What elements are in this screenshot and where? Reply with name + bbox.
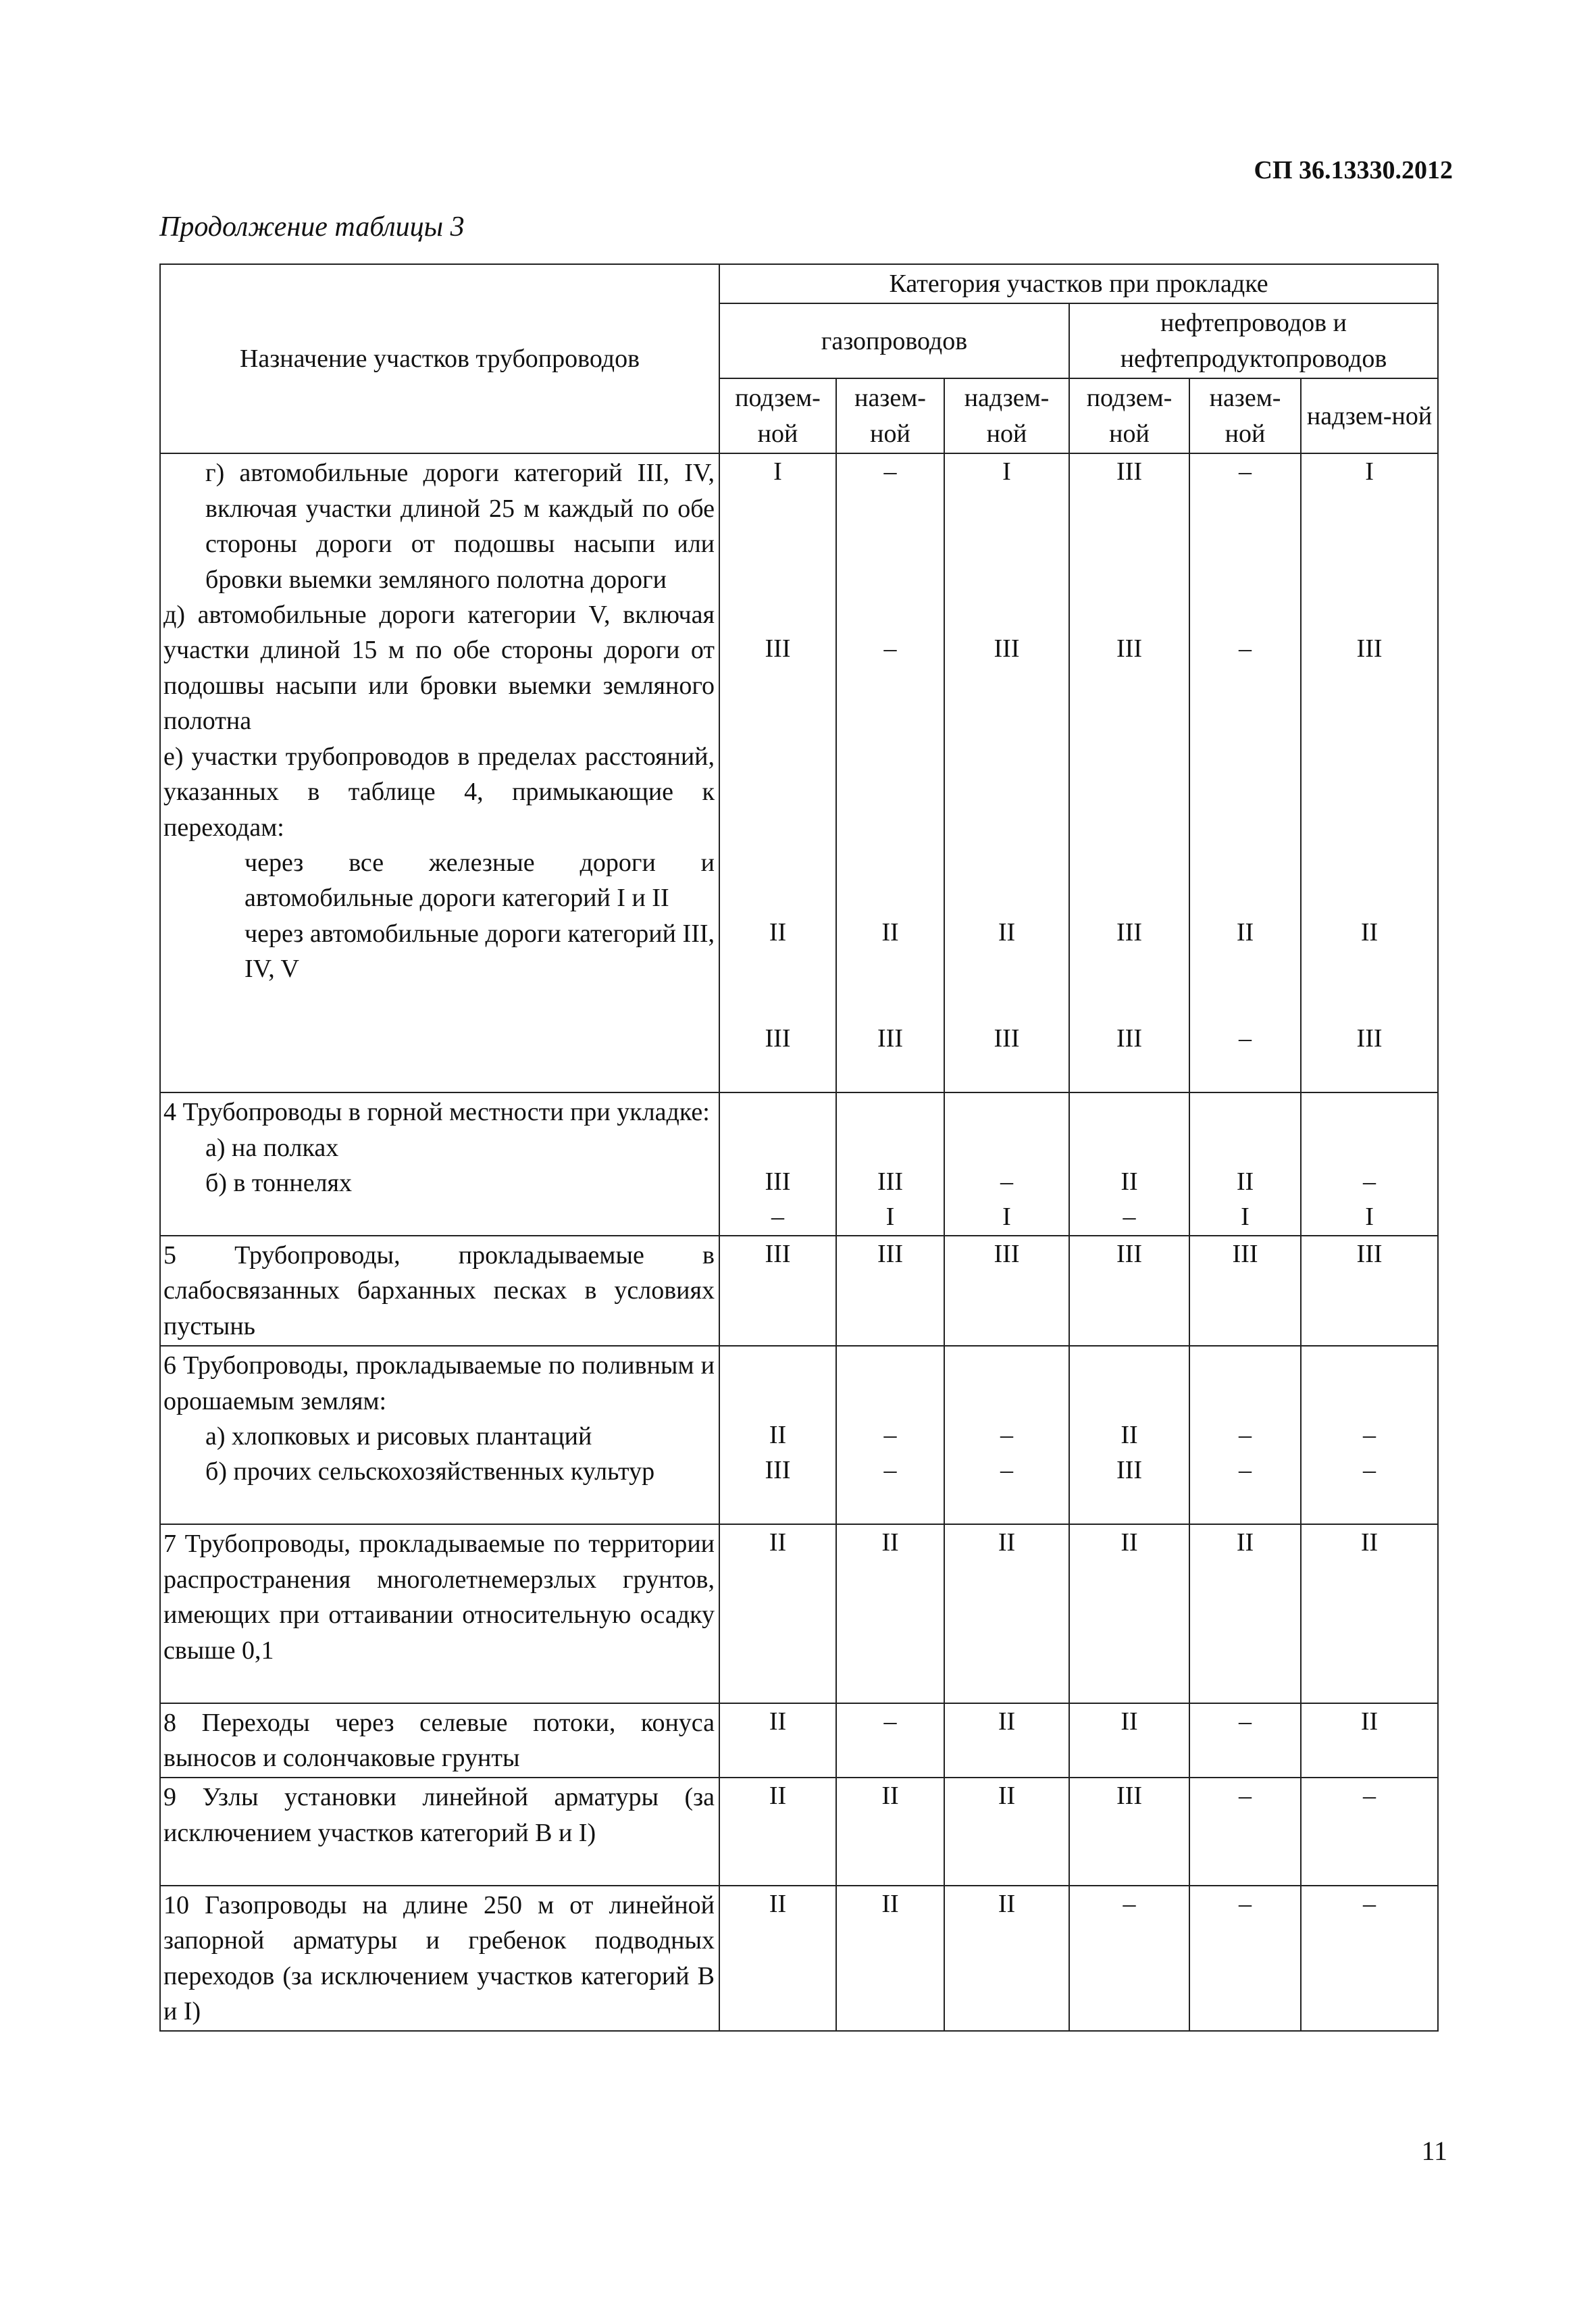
category-cell bbox=[1189, 1092, 1301, 1236]
category-value: – bbox=[1000, 1421, 1013, 1449]
category-value: I bbox=[885, 1203, 895, 1232]
purpose-cell bbox=[160, 1236, 719, 1346]
category-value: – bbox=[1363, 1421, 1376, 1449]
category-cell bbox=[1189, 1346, 1301, 1524]
category-value: III bbox=[765, 1456, 791, 1485]
category-value: II bbox=[1236, 1167, 1254, 1196]
category-cell bbox=[836, 1346, 944, 1524]
purpose-cell bbox=[160, 453, 719, 1092]
category-value: II bbox=[881, 917, 899, 947]
category-cell bbox=[836, 1703, 944, 1778]
category-cell bbox=[1189, 1886, 1301, 2032]
purpose-text: 8 Переходы через селевые потоки, конуса выносов и солончаковые грунты bbox=[163, 1708, 715, 1772]
category-value: I bbox=[1365, 457, 1374, 486]
category-value bbox=[945, 809, 1069, 915]
category-value: – bbox=[1000, 1456, 1013, 1485]
purpose-text: б) в тоннелях bbox=[205, 1168, 353, 1197]
purpose-text: 10 Газопроводы на длине 250 м от линейной запорной арматуры и гребенок подводных переходов (за исключением участков категорий В и I) bbox=[163, 1890, 715, 2026]
category-cell bbox=[836, 1886, 944, 2032]
category-cell bbox=[719, 1703, 836, 1778]
subheader-cell: надзем-ной bbox=[944, 378, 1069, 453]
category-value: III bbox=[1116, 1024, 1142, 1053]
category-value: I bbox=[1241, 1203, 1250, 1232]
category-cell bbox=[944, 1346, 1069, 1524]
category-value: – bbox=[1363, 1782, 1376, 1811]
category-cell bbox=[1301, 453, 1438, 1092]
category-value: III bbox=[1232, 1239, 1258, 1268]
category-value: III bbox=[1116, 917, 1142, 947]
category-value: II bbox=[1236, 1528, 1254, 1557]
category-cell bbox=[1301, 1236, 1438, 1346]
category-value: II bbox=[998, 1707, 1016, 1736]
category-value: III bbox=[1116, 457, 1142, 486]
category-cell bbox=[1301, 1778, 1438, 1885]
category-cell bbox=[1301, 1092, 1438, 1236]
category-value bbox=[1302, 1093, 1437, 1164]
category-value: III bbox=[1356, 1024, 1383, 1053]
category-value: I bbox=[1002, 1203, 1011, 1232]
category-cell bbox=[1189, 453, 1301, 1092]
category-cell bbox=[944, 1778, 1069, 1885]
purpose-text: 9 Узлы установки линейной арматуры (за исключением участков категорий В и I) bbox=[163, 1783, 715, 1847]
category-value: II bbox=[1360, 1707, 1379, 1736]
purpose-text: 5 Трубопроводы, прокладываемые в слабосвязанных барханных песках в условиях пустынь bbox=[163, 1240, 715, 1340]
category-value: II bbox=[769, 1421, 787, 1449]
category-cell bbox=[1189, 1778, 1301, 1885]
category-value: I bbox=[1002, 457, 1011, 486]
purpose-text: через все железные дороги и автомобильные дороги категорий I и II bbox=[244, 849, 715, 913]
category-value bbox=[1190, 809, 1300, 915]
category-value: – bbox=[883, 1456, 897, 1485]
category-cell bbox=[719, 453, 836, 1092]
category-value bbox=[720, 809, 835, 915]
category-value: III bbox=[877, 1167, 903, 1196]
purpose-text: д) автомобильные дороги категории V, включая участки длиной 15 м по обе стороны дороги от подошвы насыпи или бровки выемки земляного полотна bbox=[163, 600, 715, 736]
category-value: – bbox=[1239, 1456, 1252, 1485]
category-cell bbox=[836, 1092, 944, 1236]
category-value: II bbox=[1360, 917, 1379, 947]
subheader-cell: назем-ной bbox=[1189, 378, 1301, 453]
category-value: – bbox=[1363, 1167, 1376, 1196]
category-value bbox=[1070, 1347, 1189, 1417]
category-value: II bbox=[769, 1889, 787, 1918]
category-cell bbox=[719, 1236, 836, 1346]
category-value: II bbox=[998, 917, 1016, 947]
category-cell bbox=[1069, 1703, 1189, 1778]
page-number: 11 bbox=[1421, 2136, 1447, 2166]
table-row bbox=[160, 1236, 1438, 1346]
category-value: II bbox=[881, 1782, 899, 1811]
category-cell bbox=[944, 1092, 1069, 1236]
category-value bbox=[1070, 809, 1189, 915]
category-cell bbox=[1069, 1092, 1189, 1236]
category-cell bbox=[836, 453, 944, 1092]
category-value: – bbox=[883, 1707, 897, 1736]
category-cell bbox=[944, 1703, 1069, 1778]
purpose-cell bbox=[160, 1886, 719, 2032]
category-value bbox=[945, 1093, 1069, 1164]
category-value: – bbox=[883, 1421, 897, 1449]
table-row bbox=[160, 453, 1438, 1092]
category-value: III bbox=[994, 634, 1020, 663]
category-value: III bbox=[765, 1167, 791, 1196]
category-cell bbox=[1069, 453, 1189, 1092]
category-value: II bbox=[1236, 917, 1254, 947]
category-value: III bbox=[1116, 1239, 1142, 1268]
subheader-cell: подзем-ной bbox=[719, 378, 836, 453]
table-row bbox=[160, 1703, 1438, 1778]
category-value bbox=[1190, 1093, 1300, 1164]
category-cell bbox=[944, 1886, 1069, 2032]
category-value: – bbox=[883, 457, 897, 486]
table-row bbox=[160, 1524, 1438, 1703]
category-cell bbox=[719, 1886, 836, 2032]
category-value: I bbox=[773, 457, 782, 486]
category-value: II bbox=[1360, 1528, 1379, 1557]
category-value: II bbox=[881, 1528, 899, 1557]
subheader-cell: назем-ной bbox=[836, 378, 944, 453]
table-row bbox=[160, 1886, 1438, 2032]
category-value: II bbox=[998, 1889, 1016, 1918]
category-value bbox=[837, 1347, 944, 1417]
category-cell bbox=[836, 1778, 944, 1885]
category-table bbox=[159, 263, 1439, 2032]
category-cell bbox=[944, 453, 1069, 1092]
category-value: – bbox=[1123, 1203, 1136, 1232]
category-value bbox=[1070, 1093, 1189, 1164]
category-value: III bbox=[994, 1024, 1020, 1053]
category-value: III bbox=[1116, 1456, 1142, 1485]
category-value: – bbox=[883, 634, 897, 663]
category-value: I bbox=[1365, 1203, 1374, 1232]
category-cell bbox=[1301, 1346, 1438, 1524]
category-value: III bbox=[1116, 1782, 1142, 1811]
purpose-cell bbox=[160, 1346, 719, 1524]
category-cell bbox=[1301, 1703, 1438, 1778]
table-row bbox=[160, 1346, 1438, 1524]
category-value bbox=[837, 809, 944, 915]
oil-group-header: нефтепроводов и нефтепродуктопроводов bbox=[1069, 303, 1438, 378]
purpose-text: е) участки трубопроводов в пределах расстояний, указанных в таблице 4, примыкающие к переходам: bbox=[163, 742, 715, 842]
category-value: II bbox=[769, 1707, 787, 1736]
purpose-text: 6 Трубопроводы, прокладываемые по поливным и орошаемым землям: bbox=[163, 1351, 715, 1415]
category-value: III bbox=[765, 1239, 791, 1268]
category-cell bbox=[836, 1236, 944, 1346]
purpose-text: 7 Трубопроводы, прокладываемые по территории распространения многолетнемерзлых грунтов, имеющих при оттаивании относительную осадку свыше 0,1 bbox=[163, 1530, 715, 1665]
category-value: III bbox=[1356, 634, 1383, 663]
category-cell bbox=[719, 1778, 836, 1885]
category-value: – bbox=[1239, 1782, 1252, 1811]
category-cell bbox=[719, 1524, 836, 1703]
purpose-cell bbox=[160, 1703, 719, 1778]
document-code: СП 36.13330.2012 bbox=[1254, 156, 1453, 184]
category-value: – bbox=[1363, 1889, 1376, 1918]
gas-group-header: газопроводов bbox=[719, 303, 1069, 378]
purpose-cell bbox=[160, 1524, 719, 1703]
category-value: III bbox=[765, 634, 791, 663]
category-cell bbox=[1069, 1524, 1189, 1703]
category-value: – bbox=[1239, 1421, 1252, 1449]
category-value bbox=[1302, 809, 1437, 915]
category-cell bbox=[944, 1236, 1069, 1346]
table-row bbox=[160, 1778, 1438, 1885]
category-value: III bbox=[994, 1239, 1020, 1268]
category-cell bbox=[836, 1524, 944, 1703]
category-cell bbox=[1189, 1236, 1301, 1346]
category-value: – bbox=[1239, 1024, 1252, 1053]
category-value: II bbox=[998, 1782, 1016, 1811]
category-value: II bbox=[881, 1889, 899, 1918]
category-cell bbox=[1189, 1524, 1301, 1703]
category-value: – bbox=[1123, 1889, 1136, 1918]
category-cell bbox=[1301, 1524, 1438, 1703]
category-value: – bbox=[1239, 1707, 1252, 1736]
category-value: II bbox=[1121, 1167, 1138, 1196]
purpose-header: Назначение участков трубопроводов bbox=[160, 264, 719, 453]
purpose-text: б) прочих сельскохозяйственных культур bbox=[205, 1457, 655, 1486]
category-cell bbox=[1069, 1236, 1189, 1346]
category-cell bbox=[1189, 1703, 1301, 1778]
category-value: III bbox=[1356, 1239, 1383, 1268]
subheader-cell: надзем-ной bbox=[1301, 378, 1438, 453]
table-caption: Продолжение таблицы 3 bbox=[159, 211, 465, 243]
purpose-text: а) на полках bbox=[205, 1133, 339, 1162]
category-value: – bbox=[771, 1203, 784, 1232]
category-value bbox=[720, 1093, 835, 1164]
category-value bbox=[1302, 1347, 1437, 1417]
category-value: III bbox=[1116, 634, 1142, 663]
category-cell bbox=[944, 1524, 1069, 1703]
category-value bbox=[837, 1093, 944, 1164]
category-value: II bbox=[769, 1782, 787, 1811]
category-cell bbox=[1069, 1346, 1189, 1524]
subheader-cell: подзем-ной bbox=[1069, 378, 1189, 453]
category-value: II bbox=[1121, 1707, 1138, 1736]
category-value: – bbox=[1239, 457, 1252, 486]
category-value: III bbox=[877, 1239, 903, 1268]
category-cell bbox=[1301, 1886, 1438, 2032]
category-cell bbox=[719, 1346, 836, 1524]
category-value: III bbox=[877, 1024, 903, 1053]
category-value: – bbox=[1239, 634, 1252, 663]
purpose-text: 4 Трубопроводы в горной местности при укладке: bbox=[163, 1098, 710, 1127]
purpose-text: через автомобильные дороги категорий III, IV, V bbox=[244, 919, 715, 984]
category-value: – bbox=[1239, 1889, 1252, 1918]
category-cell bbox=[1069, 1778, 1189, 1885]
category-value: III bbox=[765, 1024, 791, 1053]
purpose-text: г) автомобильные дороги категорий III, IV, включая участки длиной 25 м каждый по обе стороны дороги от подошвы насыпи или бровки выемки земляного полотна дороги bbox=[205, 459, 715, 594]
category-value bbox=[720, 1347, 835, 1417]
table-row bbox=[160, 1092, 1438, 1236]
category-value bbox=[1190, 1347, 1300, 1417]
purpose-text: а) хлопковых и рисовых плантаций bbox=[205, 1422, 592, 1451]
category-value: II bbox=[998, 1528, 1016, 1557]
category-value: – bbox=[1000, 1167, 1013, 1196]
category-value: – bbox=[1363, 1456, 1376, 1485]
category-cell bbox=[719, 1092, 836, 1236]
purpose-cell bbox=[160, 1778, 719, 1885]
category-value bbox=[945, 1347, 1069, 1417]
category-value: II bbox=[1121, 1421, 1138, 1449]
purpose-cell bbox=[160, 1092, 719, 1236]
category-value: II bbox=[769, 1528, 787, 1557]
category-value: II bbox=[1121, 1528, 1138, 1557]
category-value: II bbox=[769, 917, 787, 947]
category-cell bbox=[1069, 1886, 1189, 2032]
category-header: Категория участков при прокладке bbox=[719, 264, 1438, 303]
